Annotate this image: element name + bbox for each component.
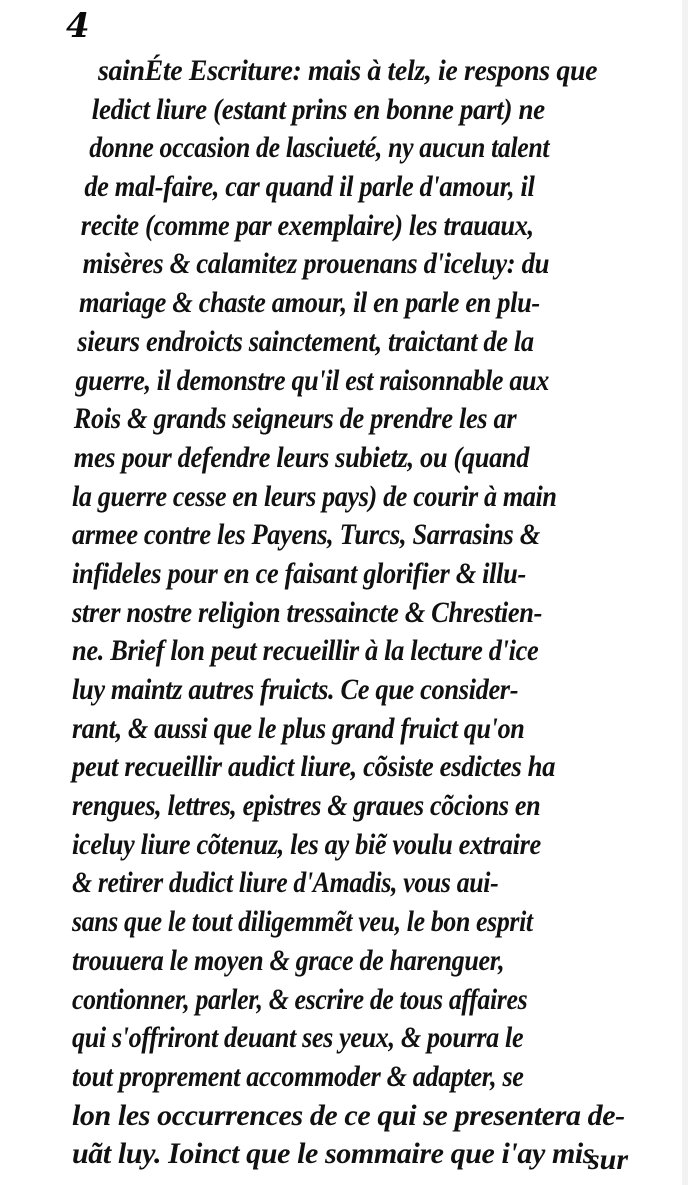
text-line: ne. Brief lon peut recueillir à la lecture d'ice: [72, 634, 539, 668]
text-block: [72, 52, 672, 1174]
text-line: infideles pour en ce faisant glorifier & illu-: [72, 556, 526, 590]
text-line: trouuera le moyen & grace de harenguer,: [72, 943, 505, 977]
text-line: armee contre les Payens, Turcs, Sarrasins &: [72, 518, 540, 552]
text-line: rant, & aussi que le plus grand fruict qu'on: [72, 711, 525, 745]
page-number: 4: [66, 6, 90, 46]
text-line: strer nostre religion tressaincte & Chrestien-: [72, 595, 543, 629]
text-line: ledict liure (estant prins en bonne part) ne: [91, 92, 545, 126]
page-edge: [682, 0, 688, 1185]
text-line: guerre, il demonstre qu'il est raisonnable aux: [75, 363, 549, 397]
text-line: tout proprement accommoder & adapter, se: [72, 1059, 524, 1093]
text-line: & retirer dudict liure d'Amadis, vous aui-: [72, 866, 499, 900]
text-line: sans que le tout diligemmẽt veu, le bon esprit: [72, 905, 533, 939]
text-line: lon les occurrences de ce qui se presentera de-: [72, 1098, 625, 1132]
text-line: la guerre cesse en leurs pays) de courir à main: [72, 479, 557, 513]
text-line: donne occasion de lasciueté, ny aucun talent: [89, 131, 550, 165]
text-line: peut recueillir audict liure, cõsiste esdictes ha: [72, 750, 556, 784]
text-line: rengues, lettres, epistres & graues cõcions en: [72, 789, 541, 823]
text-line: de mal-faire, car quand il parle d'amour, il: [84, 170, 535, 204]
text-line: uãt luy. Ioinct que le sommaire que i'ay mis: [72, 1137, 595, 1171]
text-line: Rois & grands seigneurs de prendre les ar: [73, 402, 517, 436]
catchword: sur: [588, 1143, 629, 1176]
text-line: contionner, parler, & escrire de tous affaires: [72, 982, 528, 1016]
text-line: iceluy liure cõtenuz, les ay biẽ voulu extraire: [72, 827, 541, 861]
text-line: recite (comme par exemplaire) les trauaux,: [80, 208, 534, 242]
text-line: luy maintz autres fruicts. Ce que consider-: [72, 673, 519, 706]
text-line: mes pour defendre leurs subietz, ou (quand: [73, 440, 530, 474]
text-line: sainÉte Escriture: mais à telz, ie respons que: [98, 54, 598, 87]
text-line: misères & calamitez prouenans d'iceluy: du: [82, 247, 550, 281]
text-line: mariage & chaste amour, il en parle en plu-: [79, 286, 540, 320]
text-line: qui s'offriront deuant ses yeux, & pourra le: [72, 1021, 524, 1055]
text-line: sieurs endroicts sainctement, traictant de la: [77, 324, 534, 358]
